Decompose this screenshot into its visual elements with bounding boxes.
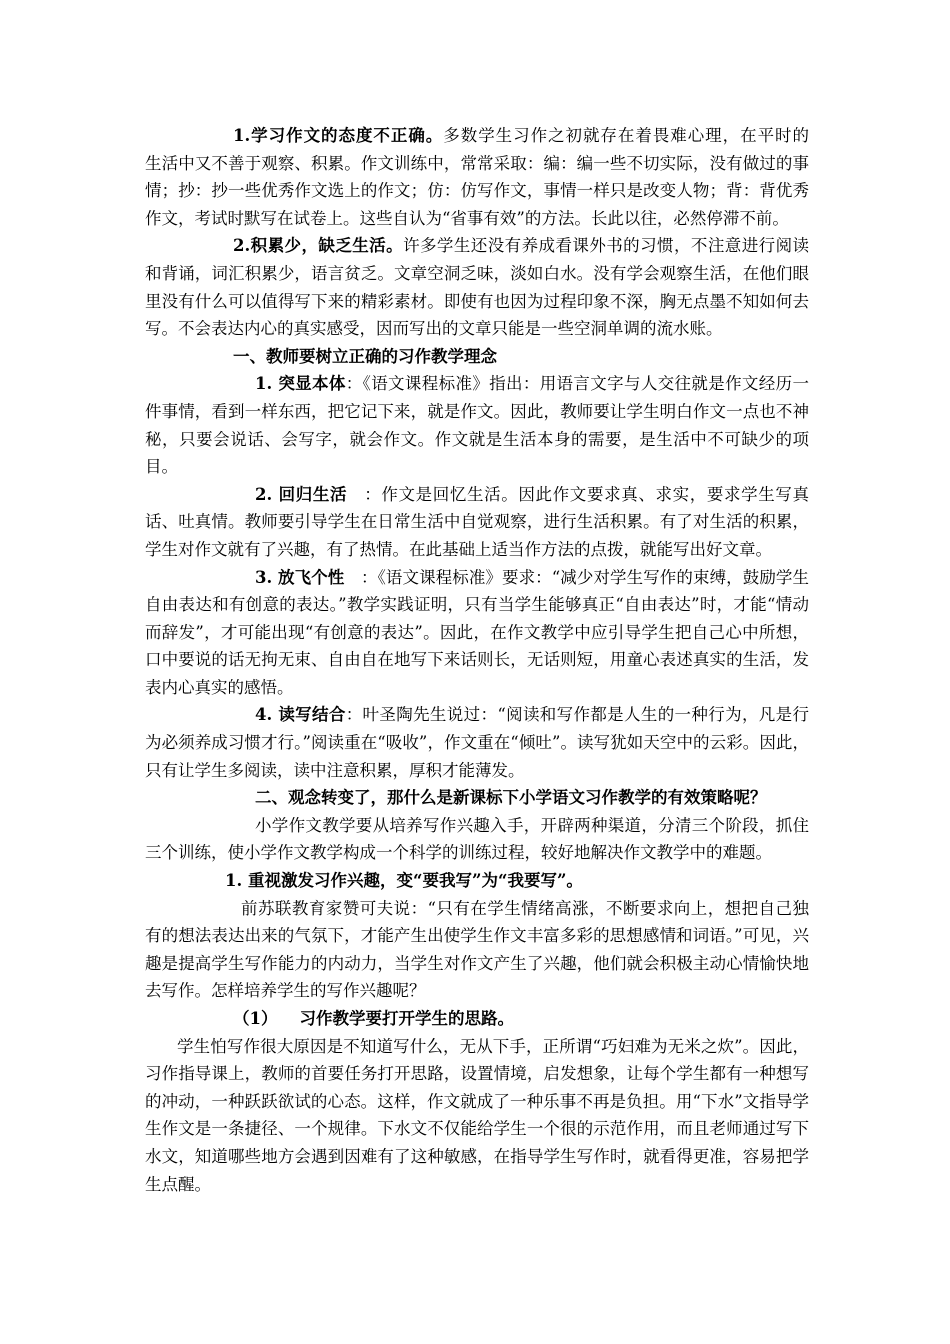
paragraph-text: 许多学生还没有养成看课外书的习惯，不注意进行阅读和背诵，词汇积累少，语言贫乏。文章空洞乏味，淡如白水。没有学会观察生活，在他们眼里没有什么可以值得写下来的精彩素材。即使有也因为过程印象不深，胸无点墨不知如何去写。不会表达内心的真实感受，因而写出的文章只能是一些空洞单调的流水账。: [145, 236, 810, 339]
strategy-heading-interest: 1. 重视激发习作兴趣，变“要我写”为“我要写”。: [225, 871, 583, 891]
paragraph-text: ：叶圣陶先生说过：“阅读和写作都是人生的一种行为，凡是行为必须养成习惯才行。”阅读重在“吸收”，作文重在“倾吐”。读写犹如天空中的云彩。因此，只有让学生多阅读，读中注意积累，厚积才能薄发。: [145, 705, 809, 780]
subsection-return-to-life: [145, 481, 809, 564]
paragraph-intro: 小学作文教学要从培养写作兴趣入手，开辟两种渠道，分清三个阶段，抓住三个训练，使小学作文教学构成一个科学的训练过程，较好地解决作文教学中的难题。: [145, 815, 809, 863]
subsection-free-personality: [145, 564, 809, 702]
paragraph-open-mind: 学生怕写作很大原因是不知道写什么，无从下手，正所谓“巧妇难为无米之炊”。因此，习作指导课上，教师的首要任务打开思路，设置情境，启发想象，让每个学生都有一种想写的冲动，一种跃跃欲试的心态。这样，作文就成了一种乐事不再是负担。用“下水”文指导学生作文是一条捷径、一个规律。下水文不仅能给学生一个很的示范作用，而且老师通过写下水文，知道哪些地方会遇到因难有了这种敏感，在指导学生写作时，就看得更准，容易把学生点醒。: [145, 1036, 809, 1194]
subsection-highlight-subject: [145, 370, 809, 480]
subsection-heading: 1. 突显本体: [255, 374, 346, 394]
subsection-heading: 2. 回归生活: [255, 484, 348, 504]
paragraph-heading: 2.积累少，缺乏生活。: [233, 236, 404, 256]
subsection-heading: 4. 读写结合: [255, 705, 346, 725]
paragraph-text: ：《语文课程标准》指出：用语言文字与人交往就是作文经历一件事情，看到一样东西，把它记下来，就是作文。因此，教师要让学生明白作文一点也不神秘，只要会说话、会写字，就会作文。作文就是生活本身的需要，是生活中不可缺少的项目。: [145, 374, 809, 477]
paragraph-text: ：《语文课程标准》要求：“减少对学生写作的束缚，鼓励学生自由表达和有创意的表达。”教学实践证明，只有当学生能够真正“自由表达”时，才能“情动而辞发”，才可能出现“有创意的表达”。因此，在作文教学中应引导学生把自己心中所想，口中要说的话无拘无束、自由自在地写下来话则长，无话则短，用童心表述真实的生活，发表内心真实的感悟。: [145, 567, 809, 697]
sub-heading-number: （1）: [233, 1009, 278, 1028]
section-heading-2: 二、观念转变了，那什么是新课标下小学语文习作教学的有效策略呢？: [255, 788, 767, 808]
paragraph-attitude: [145, 122, 848, 232]
subsection-reading-writing: [145, 701, 809, 784]
paragraph-interest: 前苏联教育家赞可夫说：“只有在学生情绪高涨，不断要求向上，想把自己独有的想法表达出来的气氛下，才能产生出使学生作文丰富多彩的思想感情和词语。”可见，兴趣是提高学生写作能力的内动力，当学生对作文产生了兴趣，他们就会积极主动心情愉快地去写作。怎样培养学生的写作兴趣呢？: [145, 898, 809, 1001]
subsection-heading: 3. 放飞个性: [255, 567, 345, 587]
sub-heading-text: 习作教学要打开学生的思路。: [299, 1009, 514, 1028]
document-page: [145, 122, 848, 1198]
paragraph-text: ：作文是回忆生活。因此作文要求真、求实，要求学生写真话、吐真情。教师要引导学生在日常生活中自觉观察，进行生活积累。有了对生活的积累，学生对作文就有了兴趣，有了热情。在此基础上适当作方法的点拨，就能写出好文章。: [145, 484, 809, 559]
paragraph-text: 多数学生习作之初就存在着畏难心理，在平时的 生活中又不善于观察、积累。作文训练中，常常采取：编：编一些不切实际，没有做过的事情；抄：抄一些优秀作文选上的作文；仿：仿写作文，事情一样只是改变人物；背：背优秀作文，考试时默写在试卷上。这些自认为“省事有效”的方法。长此以往，必然停滞不前。: [145, 126, 848, 228]
section-heading-1: 一、教师要树立正确的习作教学理念: [233, 346, 497, 366]
sub-heading-open-mind: [145, 1005, 809, 1033]
paragraph-accumulation: [145, 232, 809, 342]
paragraph-heading: 1.学习作文的态度不正确。: [233, 126, 444, 145]
